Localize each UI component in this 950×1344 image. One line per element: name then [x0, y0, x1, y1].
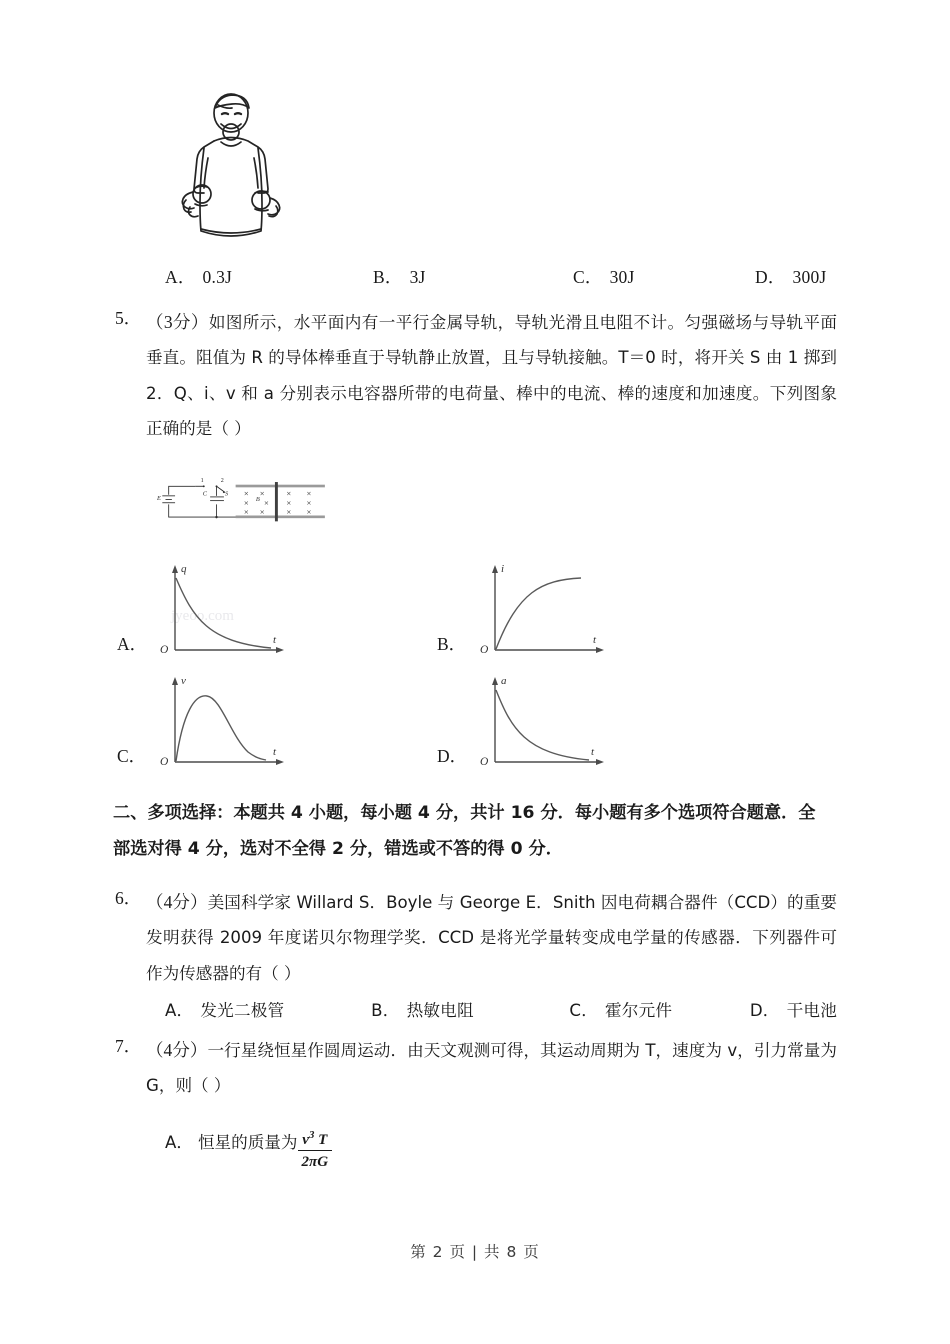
- graph-a-vs-t: [473, 670, 613, 770]
- question-6-number: 6．: [115, 887, 142, 908]
- origin-label: O: [160, 644, 169, 657]
- svg-text:×: ×: [306, 508, 312, 517]
- svg-text:×: ×: [306, 499, 312, 508]
- y-axis-label: v: [181, 675, 186, 688]
- svg-text:×: ×: [259, 508, 265, 517]
- q6-option-d[interactable]: [750, 997, 837, 1021]
- fraction-denominator: 2πG: [298, 1150, 333, 1172]
- question-5-number: 5．: [115, 308, 142, 328]
- svg-text:×: ×: [306, 489, 312, 498]
- q6-option-c-text: 霍尔元件: [605, 1000, 673, 1020]
- q4-option-d[interactable]: [755, 264, 826, 289]
- q4-option-a-text: 0.3J: [202, 267, 233, 287]
- numerator-base: v: [302, 1131, 309, 1148]
- question-6: [113, 885, 837, 991]
- svg-text:×: ×: [286, 489, 292, 498]
- question-7-number: 7．: [115, 1035, 142, 1056]
- q4-option-b-text: 3J: [409, 267, 426, 287]
- q5-circuit-diagram: [157, 456, 837, 546]
- question-7-marks: （4分）: [146, 1039, 208, 1060]
- numerator-tail: T: [318, 1131, 328, 1148]
- q5-graph-options: [113, 558, 837, 770]
- q5-option-d[interactable]: [433, 670, 753, 770]
- page-content: [113, 88, 838, 1171]
- q4-option-b-label: B．: [373, 267, 403, 287]
- section-2-heading: [113, 796, 837, 867]
- graph-i-vs-t: [473, 558, 613, 658]
- q6-option-d-label: D．: [749, 1000, 780, 1020]
- q6-option-d-text: 干电池: [786, 1000, 837, 1020]
- question-5-marks: （3分）: [146, 312, 209, 332]
- q4-options-row: [113, 264, 837, 289]
- q4-option-b[interactable]: [373, 264, 573, 289]
- question-5-body: [146, 305, 837, 446]
- question-7-body: [146, 1033, 837, 1104]
- field-label-B: B: [255, 496, 260, 504]
- question-7-text: 一行星绕恒星作圆周运动．由天文观测可得，其运动周期为 T，速度为 v，引力常量为 G，则（ ）: [146, 1040, 838, 1096]
- q5-option-b[interactable]: [433, 558, 753, 658]
- q6-option-b[interactable]: [371, 997, 569, 1021]
- battery-label-E: E: [157, 495, 161, 503]
- section-2-line-2: 部选对得 4 分，选对不全得 2 分，错选或不答的得 0 分．: [113, 838, 563, 859]
- origin-label: O: [480, 644, 489, 657]
- q4-option-d-label: D．: [755, 267, 786, 287]
- x-axis-label: t: [273, 746, 277, 759]
- question-6-text: 美国科学家 Willard S．Boyle 与 George E．Snith 因电荷耦合器件（CCD）的重要发明获得 2009 年度诺贝尔物理学奖．CCD 是将光学量转变成电学量的传感器．下列器件可作为传感器的有（ ）: [146, 892, 838, 983]
- q5-option-c[interactable]: [113, 670, 433, 770]
- question-7: [113, 1033, 837, 1104]
- y-axis-label: a: [501, 675, 507, 688]
- origin-label: O: [480, 756, 489, 769]
- y-axis-label: i: [501, 563, 505, 576]
- q5-option-a[interactable]: [113, 558, 433, 658]
- section-2-line-1: 二、多项选择：本题共 4 小题，每小题 4 分，共计 16 分．每小题有多个选项符合题意．全: [113, 803, 816, 824]
- q7-option-a-text: 恒星的质量为: [197, 1133, 298, 1153]
- q6-option-a-label: A．: [165, 1000, 194, 1020]
- switch-contact-2: 2: [220, 478, 224, 485]
- q6-option-c-label: C．: [569, 1000, 599, 1020]
- question-5: [113, 305, 837, 446]
- y-axis-label: q: [181, 563, 187, 576]
- svg-text:×: ×: [286, 508, 292, 517]
- numerator-exponent: 3: [308, 1128, 315, 1141]
- q7-option-a[interactable]: [113, 1120, 837, 1171]
- svg-text:×: ×: [243, 499, 249, 508]
- capacitor-label-C: C: [202, 490, 207, 498]
- switch-contact-1: 1: [200, 478, 204, 485]
- page-footer: 第 2 页 | 共 8 页: [410, 1243, 540, 1261]
- q6-option-b-label: B．: [371, 1000, 400, 1020]
- q6-options-row: [113, 997, 837, 1021]
- question-6-marks: （4分）: [146, 891, 208, 912]
- q6-option-b-text: 热敏电阻: [406, 1000, 474, 1020]
- graph-v-vs-t: [153, 670, 293, 770]
- q5-option-a-label: A．: [117, 634, 148, 655]
- question-6-body: [146, 885, 837, 991]
- q4-option-c-text: 30J: [609, 267, 635, 287]
- fraction-numerator: [298, 1129, 331, 1151]
- x-axis-label: t: [593, 634, 597, 647]
- q7-option-a-label: A．: [165, 1133, 193, 1153]
- svg-text:×: ×: [243, 489, 249, 498]
- q6-option-c[interactable]: [569, 997, 749, 1021]
- q4-option-c[interactable]: [573, 264, 755, 289]
- watermark-text: jyeoo.com: [171, 608, 234, 625]
- q4-option-d-text: 300J: [792, 267, 827, 287]
- svg-text:×: ×: [259, 489, 265, 498]
- graph-q-vs-t: [153, 558, 293, 658]
- q4-option-a-label: A．: [165, 267, 196, 287]
- x-axis-label: t: [273, 634, 277, 647]
- svg-text:×: ×: [286, 499, 292, 508]
- q6-option-a[interactable]: [165, 997, 371, 1021]
- q4-option-c-label: C．: [573, 267, 603, 287]
- q5-option-d-label: D．: [437, 746, 468, 767]
- origin-label: O: [160, 756, 169, 769]
- q5-option-c-label: C．: [117, 746, 147, 767]
- svg-text:×: ×: [243, 508, 249, 517]
- q4-option-a[interactable]: [165, 264, 373, 289]
- svg-text:×: ×: [263, 499, 270, 508]
- x-axis-label: t: [591, 746, 595, 759]
- question-5-text: 如图所示，水平面内有一平行金属导轨，导轨光滑且电阻不计。匀强磁场与导轨平面垂直。阻值为 R 的导体棒垂直于导轨静止放置，且与导轨接触。T＝0 时，将开关 S 由 1 掷到 2．Q、i、v 和 a 分别表示电容器所带的电荷量、棒中的电流、棒的速度和加速度。下列图象正确的是（ ）: [146, 313, 837, 439]
- person-with-dumbbells-figure: [171, 88, 291, 248]
- q6-option-a-text: 发光二极管: [200, 1000, 285, 1020]
- q5-option-b-label: B．: [437, 634, 467, 655]
- switch-label-S: S: [225, 490, 229, 498]
- q7-option-a-fraction: [298, 1129, 333, 1173]
